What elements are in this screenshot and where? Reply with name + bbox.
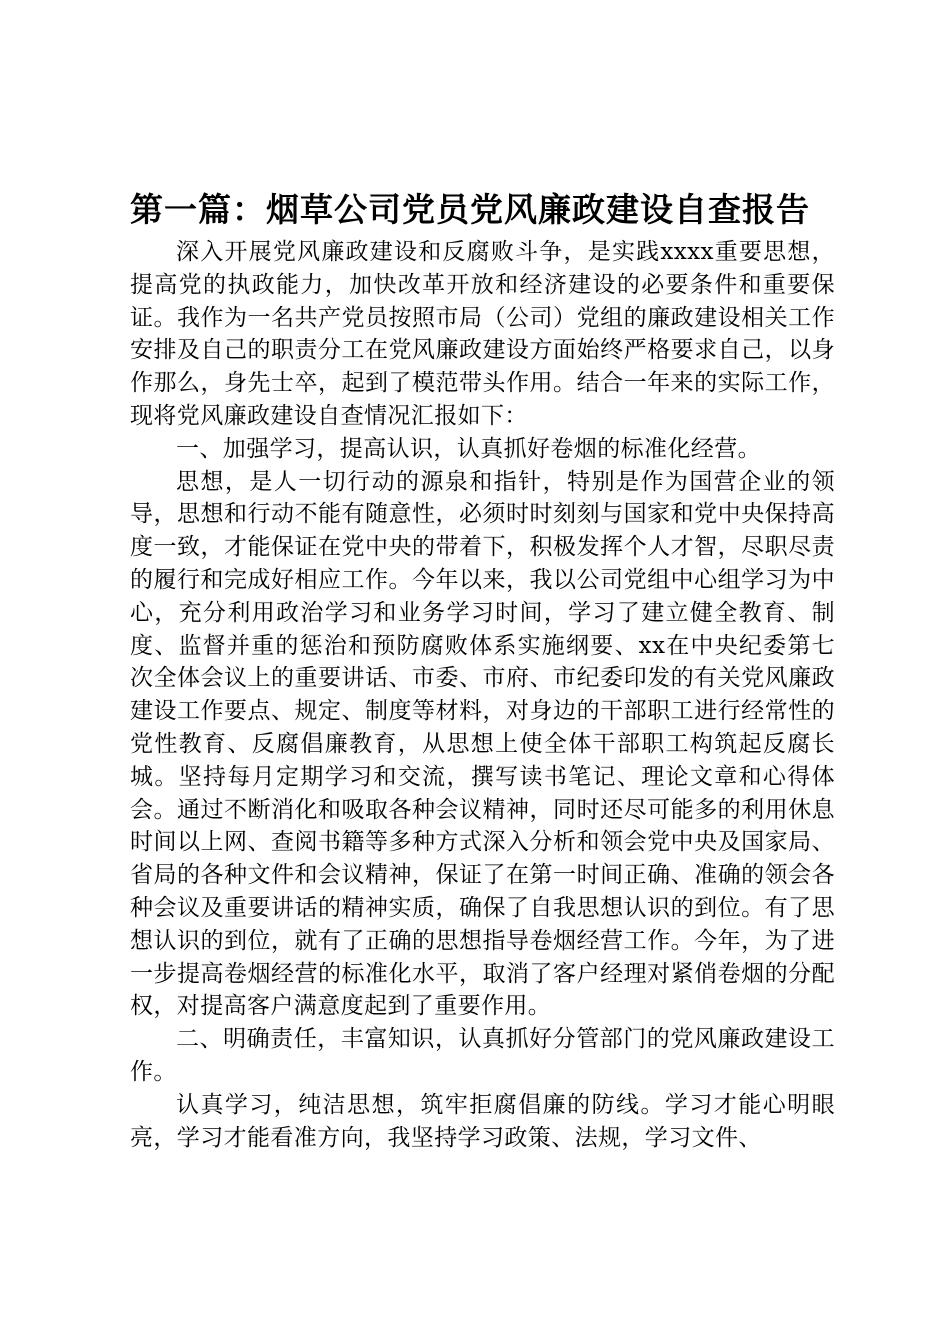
section-heading-2: 二、明确责任，丰富知识，认真抓好分管部门的党风廉政建设工作。 bbox=[130, 1026, 835, 1085]
section-heading-1: 一、加强学习，提高认识，认真抓好卷烟的标准化经营。 bbox=[176, 435, 761, 462]
document-title: 第一篇：烟草公司党员党风廉政建设自查报告 bbox=[130, 190, 810, 229]
paragraph-section-2: 认真学习，纯洁思想，筑牢拒腐倡廉的防线。学习才能心明眼亮，学习才能看准方向，我坚持学习政策、法规，学习文件、 bbox=[130, 1091, 835, 1151]
document-body bbox=[130, 188, 835, 1154]
paragraph-section-1: 思想，是人一切行动的源泉和指针，特别是作为国营企业的领导，思想和行动不能有随意性，必须时时刻刻与国家和党中央保持高度一致，才能保证在党中央的带着下，积极发挥个人才智，尽职尽责的履行和完成好相应工作。今年以来，我以公司党组中心组学习为中心，充分利用政治学习和业务学习时间，学习了建立健全教育、制度、监督并重的惩治和预防腐败体系实施纲要、xx在中央纪委第七次全体会议上的重要讲话、市委、市府、市纪委印发的有关党风廉政建设工作要点、规定、制度等材料，对身边的干部职工进行经常性的党性教育、反腐倡廉教育，从思想上使全体干部职工构筑起反腐长城。坚持每月定期学习和交流，撰写读书笔记、理论文章和心得体会。通过不断消化和吸取各种会议精神，同时还尽可能多的利用休息时间以上网、查阅书籍等多种方式深入分析和领会党中央及国家局、省局的各种文件和会议精神，保证了在第一时间正确、准确的领会各种会议及重要讲话的精神实质，确保了自我思想认识的到位。有了思想认识的到位，就有了正确的思想指导卷烟经营工作。今年，为了进一步提高卷烟经营的标准化水平，取消了客户经理对紧俏卷烟的分配权，对提高客户满意度起到了重要作用。 bbox=[130, 468, 835, 1020]
paragraph-intro: 深入开展党风廉政建设和反腐败斗争，是实践xxxx重要思想，提高党的执政能力，加快改革开放和经济建设的必要条件和重要保证。我作为一名共产党员按照市局（公司）党组的廉政建设相关工作安排及自己的职责分工在党风廉政建设方面始终严格要求自己，以身作那么，身先士卒，起到了模范带头作用。结合一年来的实际工作，现将党风廉政建设自查情况汇报如下： bbox=[130, 239, 835, 429]
